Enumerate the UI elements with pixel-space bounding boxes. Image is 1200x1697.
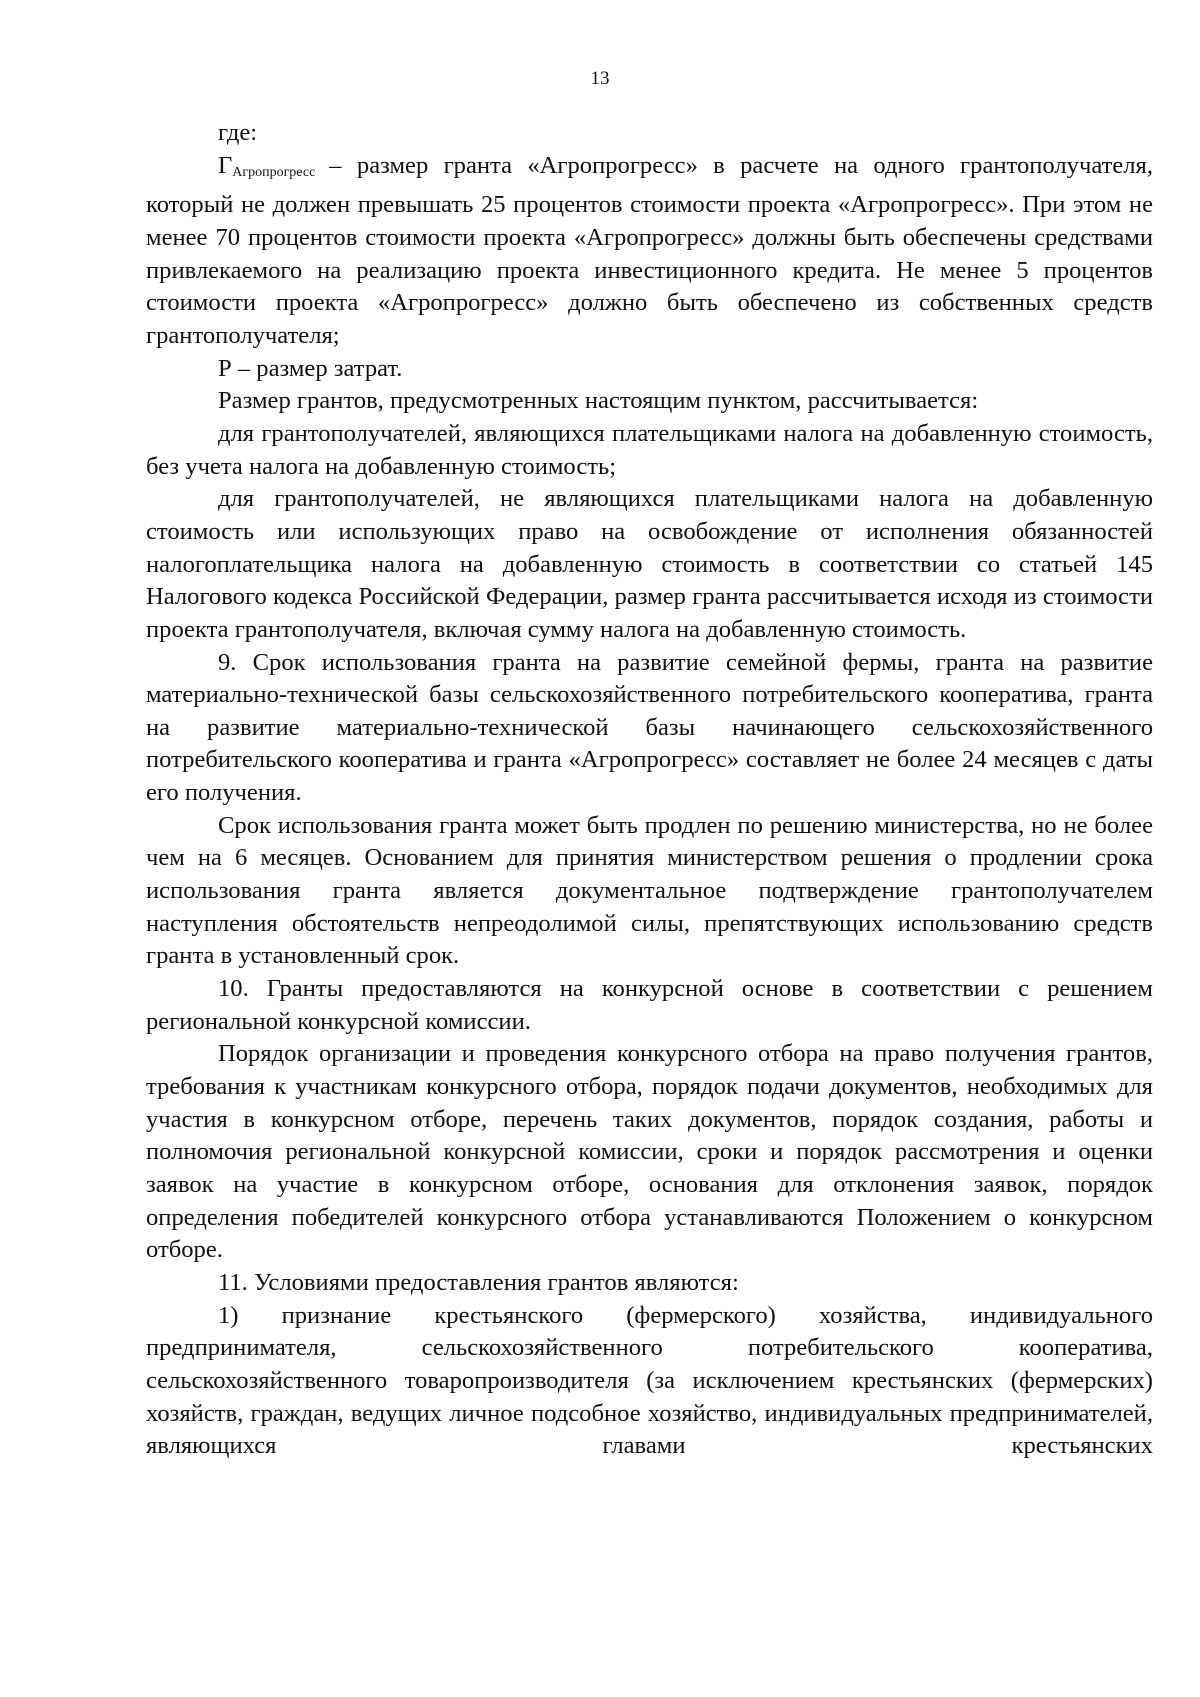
paragraph-grant-extension: Срок использования гранта может быть продлен по решению министерства, но не более чем на 6 месяцев. Основанием для принятия министерством решения о продлении срока использования гранта является документальное подтверждение грантополучателем наступления обстоятельств непреодолимой силы, препятствующих использованию средств гранта в установленный срок. — [146, 811, 1153, 970]
formula-symbol: Г — [218, 151, 233, 179]
paragraph-costs-definition: Р – размер затрат. — [218, 354, 403, 382]
paragraph-grant-size-calc: Размер грантов, предусмотренных настоящим пунктом, рассчитывается: — [218, 387, 979, 415]
paragraph-condition-1: 1) признание крестьянского (фермерского) хозяйства, индивидуального предпринимателя, сельскохозяйственного потребительского кооператива, сельскохозяйственного товаропроизводителя (за исключением крестьянских (фермерских) хозяйств, граждан, ведущих личное подсобное хозяйство, индивидуальных предпринимателей, являющихся главами крестьянских — [146, 1301, 1153, 1460]
paragraph-non-vat-payers: для грантополучателей, не являющихся плательщиками налога на добавленную стоимость или использующих право на освобождение от исполнения обязанностей налогоплательщика налога на добавленную стоимость в соответствии со статьей 145 Налогового кодекса Российской Федерации, размер гранта рассчитывается исходя из стоимости проекта грантополучателя, включая сумму налога на добавленную стоимость. — [146, 485, 1153, 643]
paragraph-competition-procedure: Порядок организации и проведения конкурсного отбора на право получения грантов, требования к участникам конкурсного отбора, порядок подачи документов, необходимых для участия в конкурсном отборе, перечень таких документов, порядок создания, работы и полномочия региональной конкурсной комиссии, сроки и порядок рассмотрения и оценки заявок на участие в конкурсном отборе, основания для отклонения заявок, порядок определения победителей конкурсного отбора устанавливаются Положением о конкурсном отборе. — [146, 1040, 1153, 1264]
formula-definition-text: – размер гранта «Агропрогресс» в расчете на одного грантополучателя, который не должен превышать 25 процентов стоимости проекта «Агропрогресс». При этом не менее 70 процентов стоимости проекта «Агропрогресс» должны быть обеспечены средствами привлекаемого на реализацию проекта инвестиционного кредита. Не менее 5 процентов стоимости проекта «Агропрогресс» должно быть обеспечено из собственных средств грантополучателя; — [146, 151, 1153, 349]
document-body — [146, 117, 1153, 1463]
paragraph-clause-10: 10. Гранты предоставляются на конкурсной основе в соответствии с решением региональной конкурсной комиссии. — [146, 975, 1153, 1035]
paragraph-grant-definition — [146, 150, 1153, 353]
paragraph-where: где: — [218, 119, 258, 146]
paragraph-clause-11: 11. Условиями предоставления грантов являются: — [218, 1268, 739, 1296]
paragraph-clause-9: 9. Срок использования гранта на развитие семейной фермы, гранта на развитие материально-технической базы сельскохозяйственного потребительского кооператива, гранта на развитие материально-технической базы начинающего сельскохозяйственного потребительского кооператива и гранта «Агропрогресс» составляет не более 24 месяцев с даты его получения. — [146, 648, 1153, 807]
formula-subscript: Агропрогресс — [232, 164, 316, 180]
paragraph-vat-payers: для грантополучателей, являющихся плательщиками налога на добавленную стоимость, без учета налога на добавленную стоимость; — [146, 419, 1153, 480]
page-number: 13 — [590, 68, 610, 89]
